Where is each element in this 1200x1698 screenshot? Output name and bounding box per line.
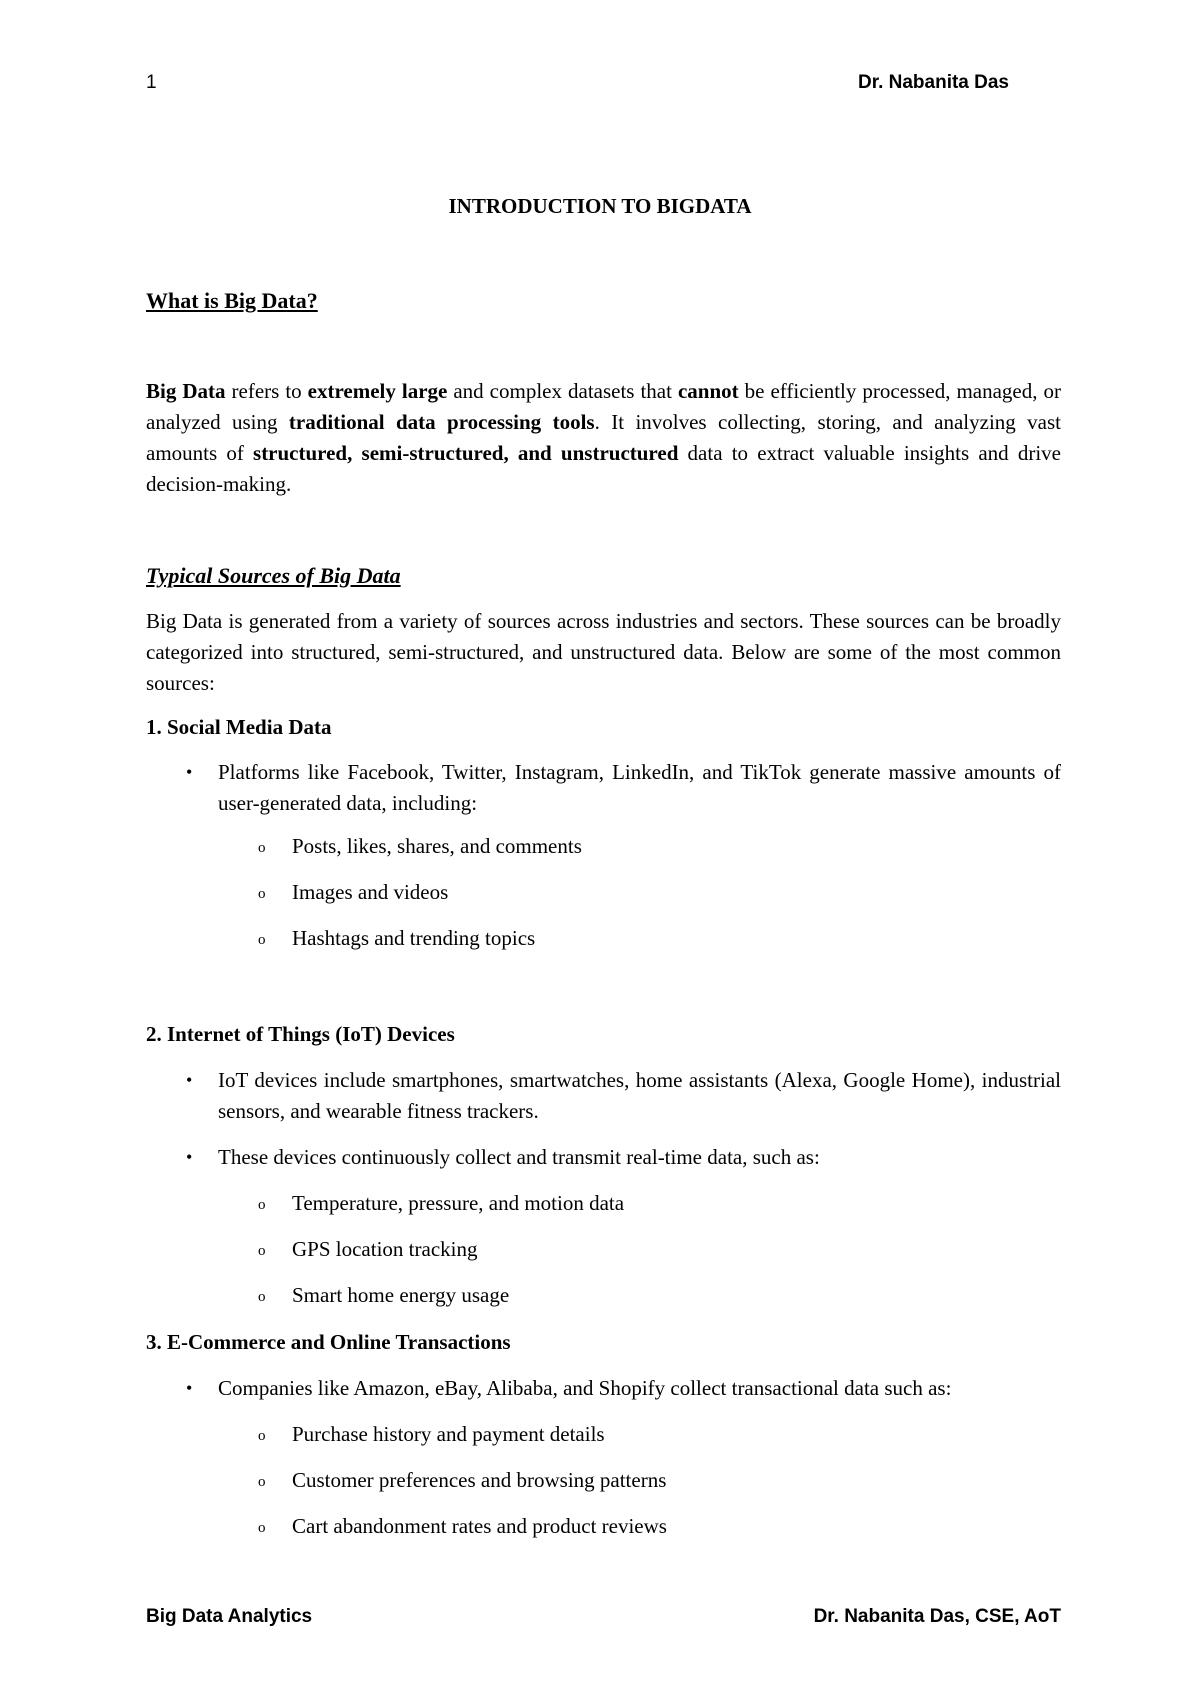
sources-intro-paragraph: Big Data is generated from a variety of sources across industries and sectors. These sources can be broadly categorized into structured, semi-structured, and unstructured data. Below are some of the most common sources: [146, 609, 1061, 695]
intro-text: data to extract valuable insights and drive decision-making. [146, 441, 1061, 496]
ecommerce-bullet: • Companies like Amazon, eBay, Alibaba, and Shopify collect transactional data such as: [218, 1373, 1061, 1404]
intro-term-big-data: Big Data [146, 379, 226, 403]
iot-bullet: • IoT devices include smartphones, smartwatches, home assistants (Alexa, Google Home), industrial sensors, and wearable fitness trackers. [218, 1065, 1061, 1127]
intro-text: and complex datasets that [447, 379, 678, 403]
social-sub-item: o Images and videos [292, 877, 448, 908]
subheading-ecommerce: 3. E-Commerce and Online Transactions [146, 1330, 511, 1354]
social-sub-item: o Posts, likes, shares, and comments [292, 831, 582, 862]
iot-sub-item: o Smart home energy usage [292, 1280, 509, 1311]
section-heading-typical-sources: Typical Sources of Big Data [146, 563, 401, 588]
social-sub-item: o Hashtags and trending topics [292, 923, 535, 954]
intro-term-cannot: cannot [677, 379, 739, 403]
iot-sub-item: o Temperature, pressure, and motion data [292, 1188, 624, 1219]
footer-course-name: Big Data Analytics [146, 1606, 313, 1627]
header-author: Dr. Nabanita Das [858, 72, 1009, 93]
ecommerce-sub-item: o Cart abandonment rates and product reviews [292, 1511, 667, 1542]
subheading-iot: 2. Internet of Things (IoT) Devices [146, 1022, 455, 1046]
intro-term-traditional-tools: traditional data processing tools [288, 410, 595, 434]
iot-bullet: • These devices continuously collect and transmit real-time data, such as: [218, 1142, 1061, 1173]
document-title: INTRODUCTION TO BIGDATA [448, 194, 752, 218]
subheading-social-media: 1. Social Media Data [146, 715, 332, 739]
iot-sub-item: o GPS location tracking [292, 1234, 477, 1265]
ecommerce-sub-item: o Purchase history and payment details [292, 1419, 605, 1450]
intro-text: . It involves collecting, storing, and analyzing vast amounts of [146, 410, 1062, 465]
ecommerce-sub-item: o Customer preferences and browsing patterns [292, 1465, 666, 1496]
intro-term-extremely-large: extremely large [307, 379, 448, 403]
intro-paragraph [146, 376, 1061, 500]
page-number: 1 [146, 72, 157, 93]
social-bullet: • Platforms like Facebook, Twitter, Instagram, LinkedIn, and TikTok generate massive amounts of user-generated data, including: [218, 757, 1061, 819]
section-heading-what-is-big-data: What is Big Data? [146, 288, 318, 313]
intro-term-data-types: structured, semi-structured, and unstructured [253, 441, 679, 465]
footer-author-affiliation: Dr. Nabanita Das, CSE, AoT [813, 1606, 1061, 1627]
intro-text: be efficiently processed, managed, or analyzed using [146, 379, 1061, 434]
intro-text: refers to [225, 379, 308, 403]
